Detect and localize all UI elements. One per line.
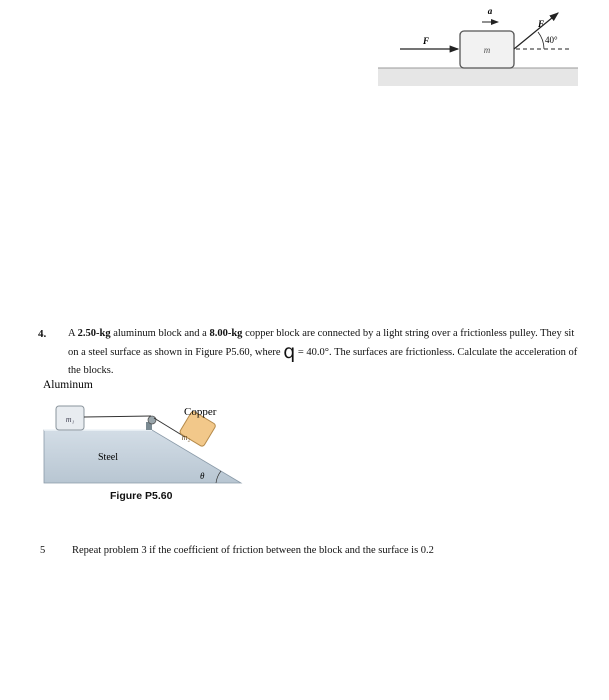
figure-caption: Figure P5.60 [110, 490, 173, 502]
acceleration-label: a [487, 6, 493, 16]
copper-label: Copper [184, 406, 217, 418]
problem-4-text: A 2.50-kg aluminum block and a 8.00-kg copper block are connected by a light string over a frictionless pulley. They sit on a steel surface as shown in Figure P5.60, where q = 40.0°. The surfaces are frictionless. Calculate the acceleration of the blocks. [68, 328, 578, 376]
problem-5-text: Repeat problem 3 if the coefficient of friction between the block and the surface is 0.2 [72, 545, 434, 556]
steel-label: Steel [98, 452, 118, 463]
figure-p5-60 [40, 376, 250, 506]
theta-label: θ [200, 471, 205, 481]
problem-5-number: 5 [40, 545, 46, 556]
ground-surface [378, 68, 578, 86]
angle-label: 40° [545, 35, 558, 45]
force-diagram-figure [378, 0, 578, 100]
aluminum-label: Aluminum [43, 379, 93, 391]
force-left-label: F [422, 36, 430, 46]
string-horizontal [84, 416, 151, 417]
theta-symbol: q [283, 340, 296, 363]
m2-label: m₂ [181, 433, 191, 442]
steel-surface [44, 430, 241, 483]
m1-label: m₁ [65, 415, 75, 424]
force-angled-label: F [538, 19, 545, 29]
mass-label: m [483, 45, 491, 55]
pulley [148, 416, 156, 424]
angle-arc [538, 32, 544, 49]
problem-4-number: 4. [38, 328, 47, 340]
